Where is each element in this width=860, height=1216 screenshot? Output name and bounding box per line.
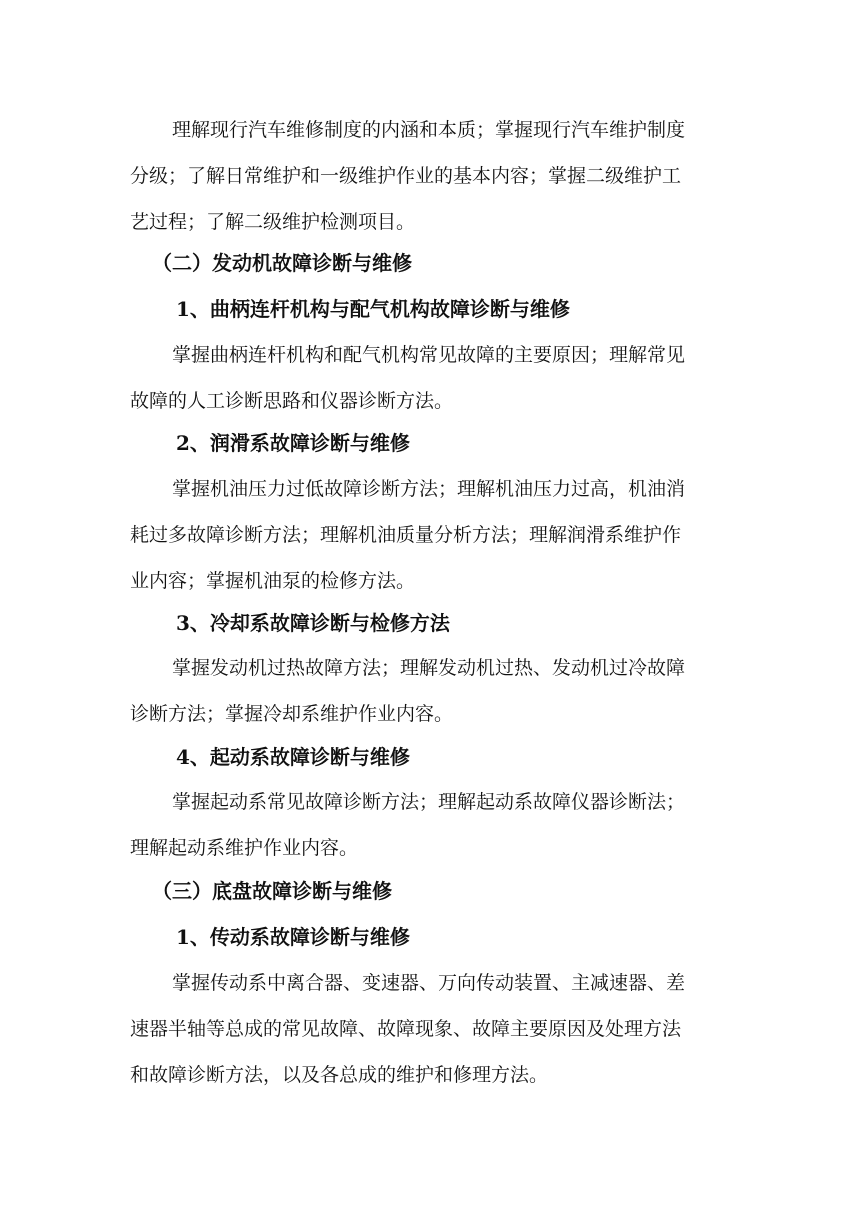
subsection-heading: 1、传动系故障诊断与维修	[176, 925, 410, 949]
subsection-heading: 1、曲柄连杆机构与配气机构故障诊断与维修	[176, 297, 570, 321]
paragraph-line: 分级；了解日常维护和一级维护作业的基本内容；掌握二级维护工	[130, 165, 682, 187]
paragraph-line: 艺过程；了解二级维护检测项目。	[130, 211, 416, 233]
subsection-heading: 3、冷却系故障诊断与检修方法	[176, 611, 450, 635]
paragraph-line: 掌握曲柄连杆机构和配气机构常见故障的主要原因；理解常见	[172, 344, 686, 366]
section-heading: （三）底盘故障诊断与维修	[152, 879, 392, 903]
paragraph-line: 掌握传动系中离合器、变速器、万向传动装置、主减速器、差	[172, 972, 686, 994]
paragraph-line: 和故障诊断方法，以及各总成的维护和修理方法。	[130, 1064, 549, 1086]
paragraph-line: 理解起动系维护作业内容。	[130, 837, 359, 859]
paragraph-line: 速器半轴等总成的常见故障、故障现象、故障主要原因及处理方法	[130, 1018, 682, 1040]
paragraph-line: 业内容；掌握机油泵的检修方法。	[130, 570, 416, 592]
paragraph-line: 故障的人工诊断思路和仪器诊断方法。	[130, 390, 454, 412]
paragraph-line: 掌握机油压力过低故障诊断方法；理解机油压力过高，机油消	[172, 478, 686, 500]
section-heading: （二）发动机故障诊断与维修	[152, 251, 412, 275]
paragraph-line: 耗过多故障诊断方法；理解机油质量分析方法；理解润滑系维护作	[130, 524, 682, 546]
subsection-heading: 4、起动系故障诊断与维修	[176, 745, 410, 769]
subsection-heading: 2、润滑系故障诊断与维修	[176, 431, 410, 455]
paragraph-line: 诊断方法；掌握冷却系维护作业内容。	[130, 703, 454, 725]
paragraph-line: 掌握起动系常见故障诊断方法；理解起动系故障仪器诊断法；	[172, 791, 686, 813]
paragraph-line: 理解现行汽车维修制度的内涵和本质；掌握现行汽车维护制度	[172, 119, 686, 141]
paragraph-line: 掌握发动机过热故障方法；理解发动机过热、发动机过冷故障	[172, 657, 686, 679]
